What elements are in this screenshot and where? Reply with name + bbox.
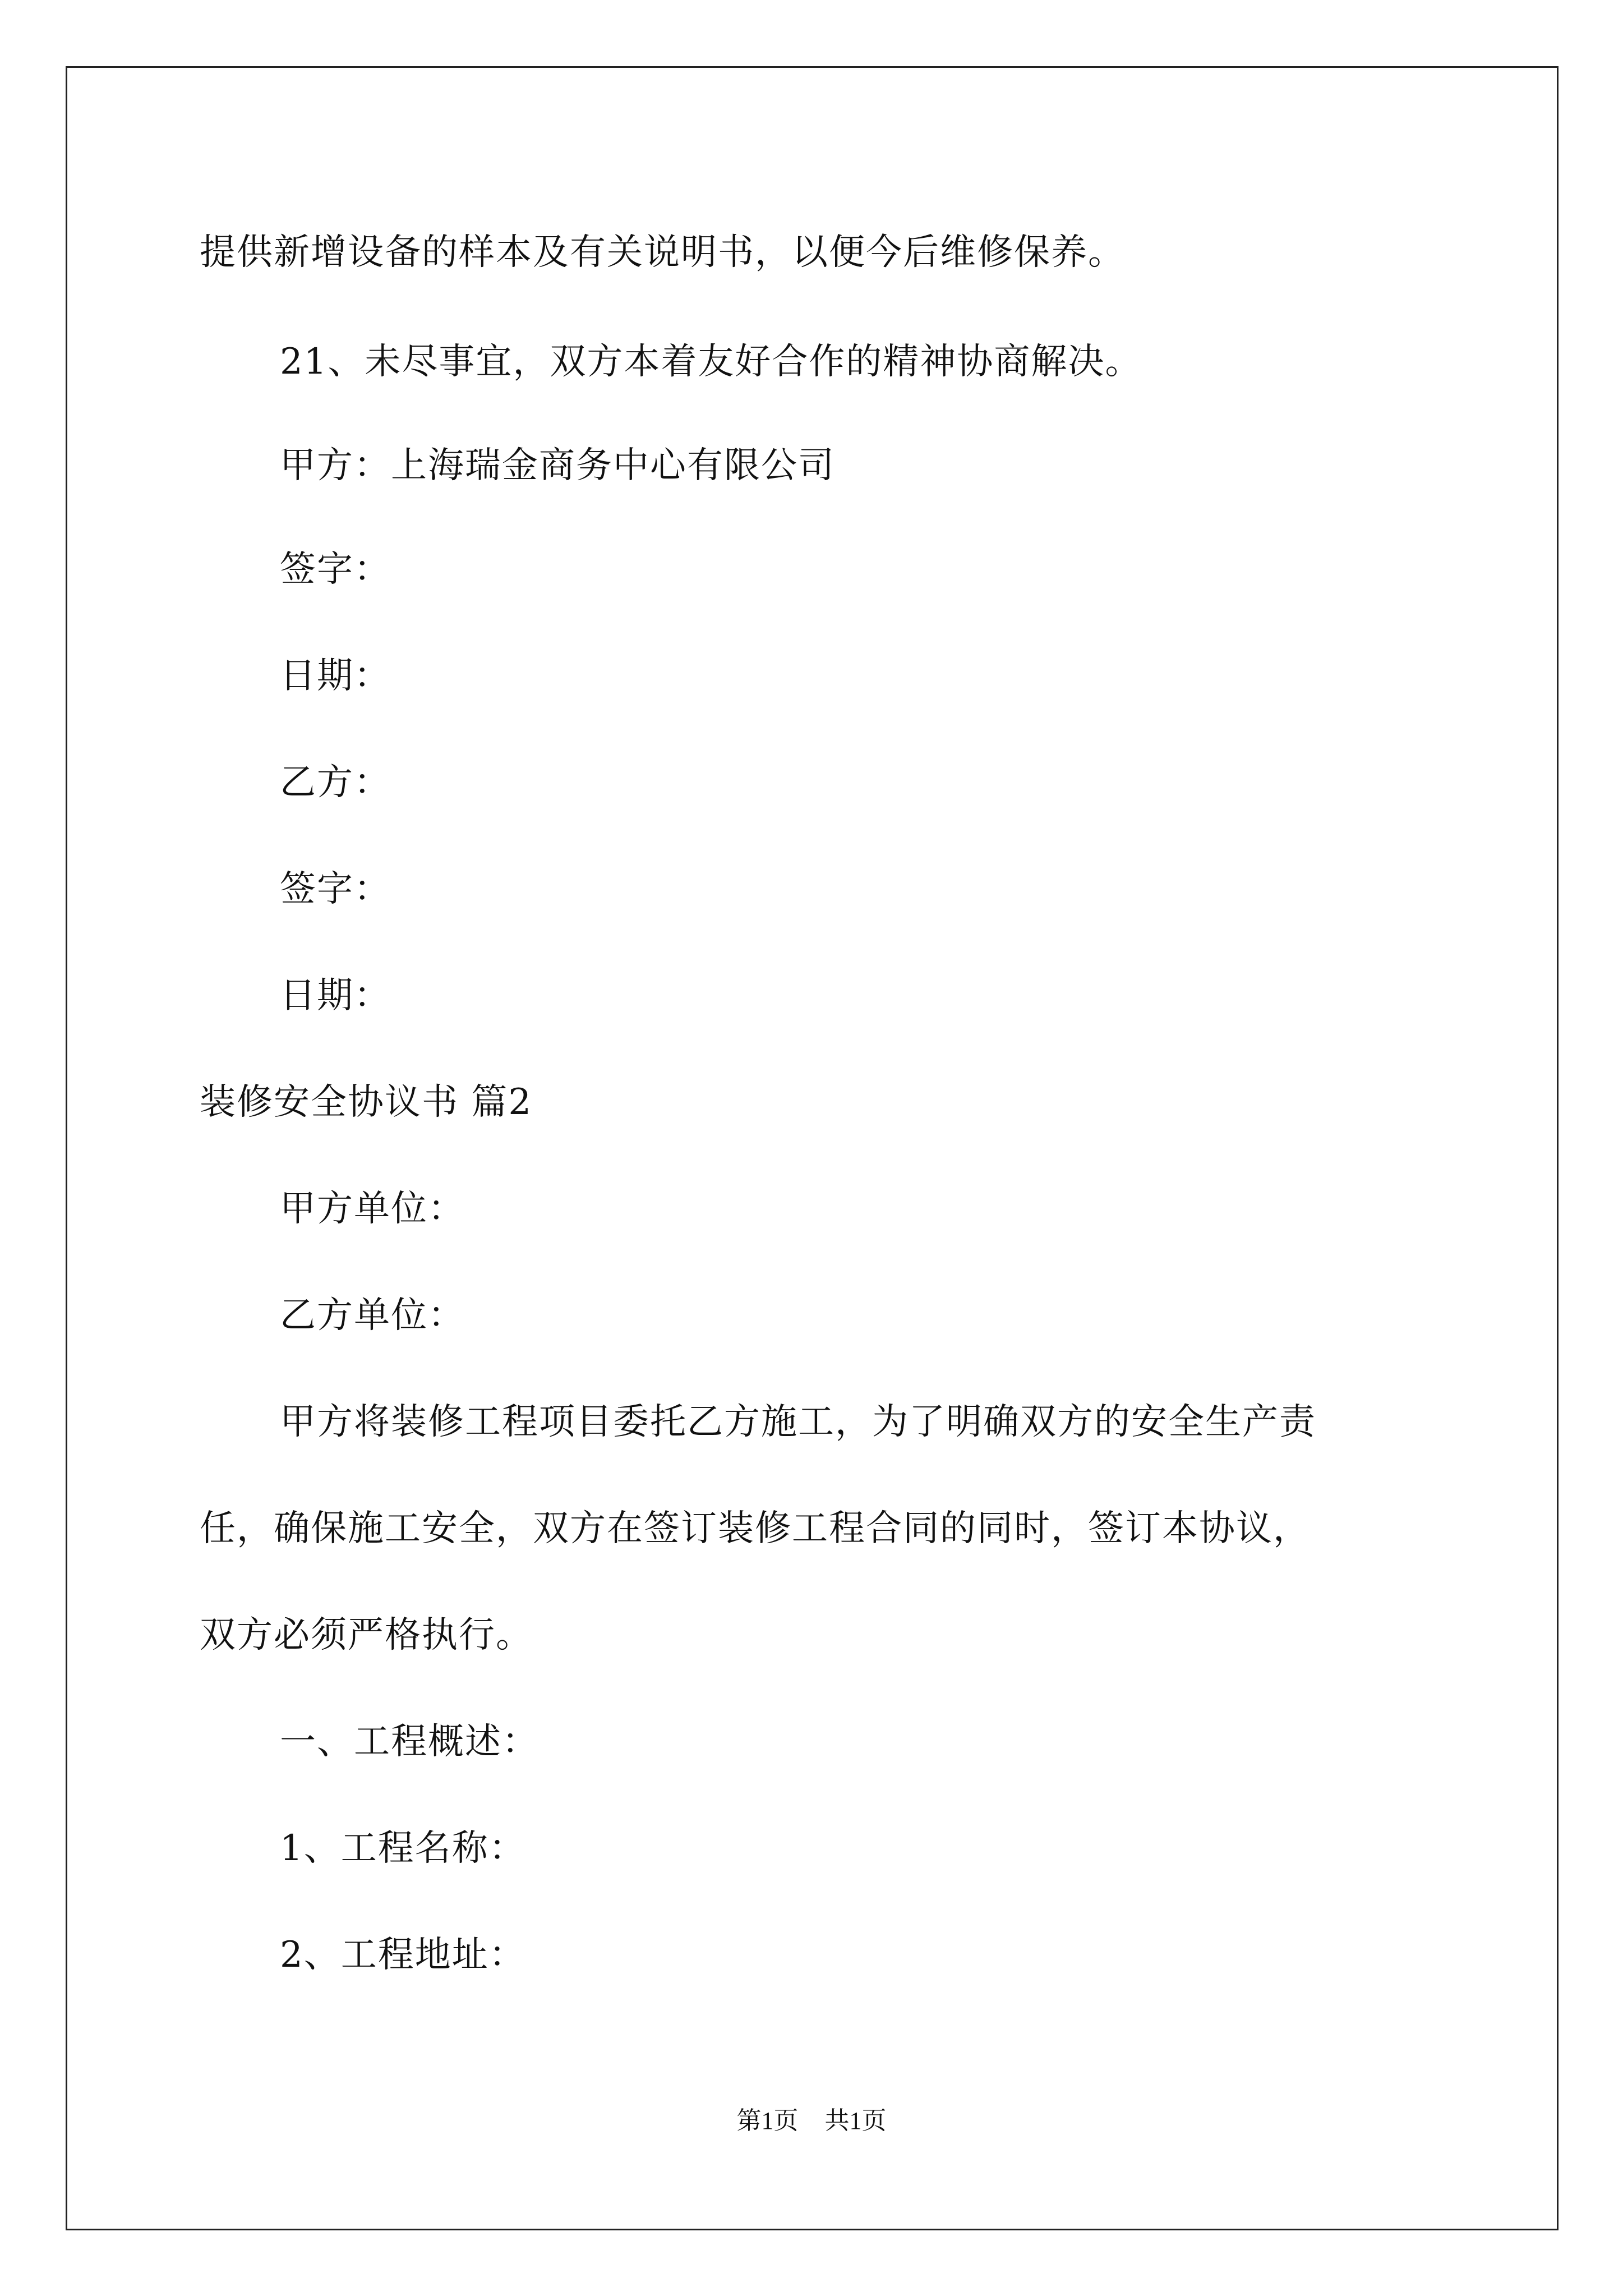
page-number-total: 共1页 [824, 2107, 887, 2134]
page-footer [0, 2105, 1623, 2137]
page-border [66, 66, 1559, 2230]
text-line-party-b: 乙方： [280, 762, 391, 803]
text-line-date-a: 日期： [280, 655, 391, 697]
text-line-party-a-unit: 甲方单位： [280, 1188, 465, 1230]
text-line-signature-a: 签字： [280, 549, 391, 590]
text-line-continuation: 提供新增设备的样本及有关说明书，以便今后维修保养。 [200, 232, 1125, 273]
text-line-clause-21: 21、未尽事宜，双方本着友好合作的精神协商解决。 [280, 341, 1142, 383]
paragraph-line-2: 任，确保施工安全，双方在签订装修工程合同的同时，签订本协议， [200, 1508, 1310, 1549]
text-line-party-a: 甲方：上海瑞金商务中心有限公司 [280, 445, 835, 486]
text-line-party-b-unit: 乙方单位： [280, 1295, 465, 1336]
text-line-date-b: 日期： [280, 975, 391, 1016]
text-line-signature-b: 签字： [280, 868, 391, 910]
paragraph-line-3: 双方必须严格执行。 [200, 1614, 533, 1656]
section-heading: 装修安全协议书 篇2 [200, 1082, 533, 1123]
text-line-project-name: 1、工程名称： [280, 1828, 526, 1869]
text-line-overview: 一、工程概述： [280, 1721, 539, 1763]
paragraph-line-1: 甲方将装修工程项目委托乙方施工，为了明确双方的安全生产责 [280, 1401, 1316, 1443]
page-number-current: 第1页 [736, 2107, 799, 2134]
text-line-project-address: 2、工程地址： [280, 1934, 526, 1976]
